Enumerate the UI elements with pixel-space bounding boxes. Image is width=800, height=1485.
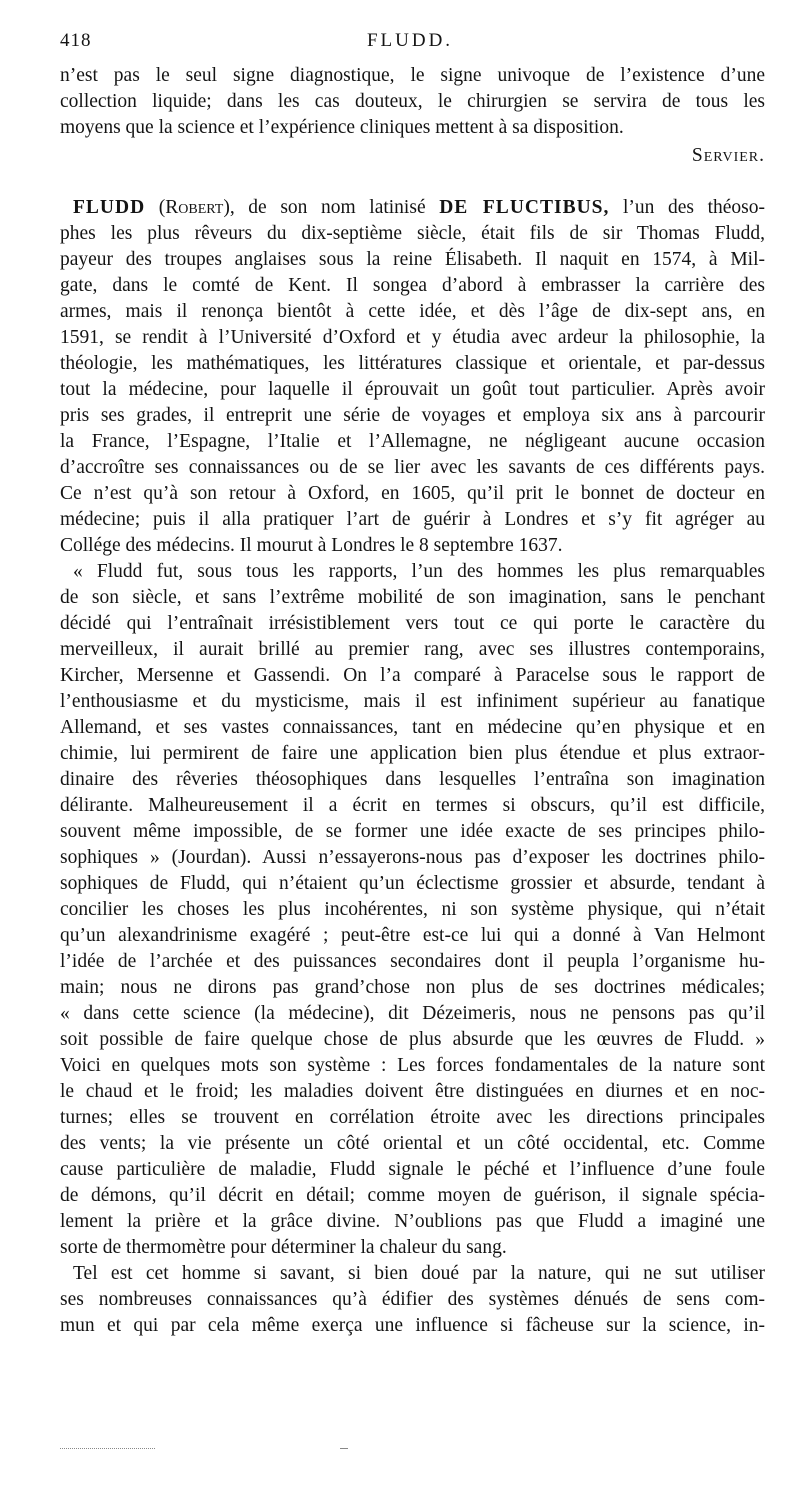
text-line: payeur des troupes anglaises sous la reine Élisabeth. Il naquit en 1574, à Mil- bbox=[60, 249, 765, 270]
text-line: le chaud et le froid; les maladies doivent être distinguées en diurnes et en noc- bbox=[60, 1081, 765, 1102]
footer-printer-marks bbox=[60, 1446, 380, 1452]
text-line: armes, mais il renonça bientôt à cette idée, et dès l’âge de dix-sept ans, en bbox=[60, 301, 765, 322]
text-line: lement la prière et la grâce divine. N’oublions pas que Fludd a imaginé une bbox=[60, 1211, 765, 1232]
article-first-line bbox=[60, 195, 765, 221]
headword-forename: (Robert), bbox=[158, 197, 235, 218]
text-line: souvent même impossible, de se former une idée exacte de ses principes philo- bbox=[60, 821, 765, 842]
text-line: mun et qui par cela même exerça une influence si fâcheuse sur la science, in- bbox=[60, 1315, 765, 1336]
text-line: concilier les choses les plus incohérentes, ni son système physique, qui n’était bbox=[60, 899, 765, 920]
text-line: décidé qui l’entraînait irrésistiblement vers tout ce qui porte le caractère du bbox=[60, 613, 765, 634]
first-line-mid: de son nom latinisé bbox=[234, 197, 440, 218]
text-line: pris ses grades, il entreprit une série de voyages et employa six ans à parcourir bbox=[60, 405, 765, 426]
fludd-article bbox=[60, 195, 765, 1339]
text-line: n’est pas le seul signe diagnostique, le signe univoque de l’existence d’une bbox=[60, 65, 765, 86]
text-line: qu’un alexandrinisme exagéré ; peut-être est-ce lui qui a donné à Van Helmont bbox=[60, 925, 765, 946]
text-line: chimie, lui permirent de faire une application bien plus étendue et plus extraor- bbox=[60, 743, 765, 764]
text-line: Collége des médecins. Il mourut à Londres le 8 septembre 1637. bbox=[60, 535, 563, 556]
headword: FLUDD bbox=[73, 197, 146, 218]
first-line-end: l’un des théoso- bbox=[609, 197, 766, 218]
text-line: dinaire des rêveries théosophiques dans lesquelles l’entraîna son imagination bbox=[60, 769, 765, 790]
text-line: d’accroître ses connaissances ou de se lier avec les savants de ces différents pays. bbox=[60, 457, 765, 478]
printer-mark bbox=[340, 1448, 348, 1449]
text-line: Tel est cet homme si savant, si bien doué par la nature, qui ne sut utiliser bbox=[73, 1263, 765, 1284]
text-line: merveilleux, il aurait brillé au premier rang, avec ses illustres contemporains, bbox=[60, 639, 765, 660]
text-line: « Fludd fut, sous tous les rapports, l’un des hommes les plus remarquables bbox=[73, 561, 765, 582]
text-line: sorte de thermomètre pour déterminer la chaleur du sang. bbox=[60, 1237, 507, 1258]
printer-mark bbox=[60, 1448, 155, 1450]
text-line: de son siècle, et sans l’extrême mobilité de son imagination, sans le penchant bbox=[60, 587, 765, 608]
text-line: sophiques » (Jourdan). Aussi n’essayerons-nous pas d’exposer les doctrines philo- bbox=[60, 847, 765, 868]
latin-name: DE FLUCTIBUS, bbox=[439, 197, 610, 218]
text-line: phes les plus rêveurs du dix-septième siècle, était fils de sir Thomas Fludd, bbox=[60, 223, 765, 244]
text-line: médecine; puis il alla pratiquer l’art de guérir à Londres et s’y fit agréger au bbox=[60, 509, 765, 530]
running-head: FLUDD. bbox=[366, 30, 454, 51]
text-line: Voici en quelques mots son système : Les forces fondamentales de la nature sont bbox=[60, 1055, 765, 1076]
servier-article-end bbox=[60, 63, 765, 173]
text-line: gate, dans le comté de Kent. Il songea d’abord à embrasser la carrière des bbox=[60, 275, 765, 296]
text-line: l’enthousiasme et du mysticisme, mais il est infiniment supérieur au fanatique bbox=[60, 691, 765, 712]
page-number: 418 bbox=[60, 30, 92, 51]
text-line: soit possible de faire quelque chose de plus absurde que les œuvres de Fludd. » bbox=[60, 1029, 765, 1050]
text-line: 1591, se rendit à l’Université d’Oxford et y étudia avec ardeur la philosophie, la bbox=[60, 327, 765, 348]
author-signature: Servier. bbox=[691, 145, 765, 166]
text-line: Allemand, et ses vastes connaissances, tant en médecine qu’en physique et en bbox=[60, 717, 765, 738]
text-line: main; nous ne dirons pas grand’chose non plus de ses doctrines médicales; bbox=[60, 977, 765, 998]
page-header bbox=[60, 30, 760, 54]
text-line: turnes; elles se trouvent en corrélation étroite avec les directions principales bbox=[60, 1107, 765, 1128]
text-line: de démons, qu’il décrit en détail; comme moyen de guérison, il signale spécia- bbox=[60, 1185, 765, 1206]
text-line: tout la médecine, pour laquelle il éprouvait un goût tout particulier. Après avoir bbox=[60, 379, 765, 400]
text-line: collection liquide; dans les cas douteux, le chirurgien se servira de tous les bbox=[60, 91, 765, 112]
text-line: sophiques de Fludd, qui n’étaient qu’un éclectisme grossier et absurde, tendant à bbox=[60, 873, 765, 894]
text-line: des vents; la vie présente un côté oriental et un côté occidental, etc. Comme bbox=[60, 1133, 765, 1154]
text-line: délirante. Malheureusement il a écrit en termes si obscurs, qu’il est difficile, bbox=[60, 795, 765, 816]
text-line: moyens que la science et l’expérience cliniques mettent à sa disposition. bbox=[60, 117, 624, 138]
body-text bbox=[60, 63, 765, 1339]
text-line: ses nombreuses connaissances qu’à édifier des systèmes dénués de sens com- bbox=[60, 1289, 765, 1310]
text-line: Kircher, Mersenne et Gassendi. On l’a comparé à Paracelse sous le rapport de bbox=[60, 665, 765, 686]
text-line: « dans cette science (la médecine), dit Dézeimeris, nous ne pensons pas qu’il bbox=[60, 1003, 765, 1024]
text-line: théologie, les mathématiques, les littératures classique et orientale, et par-dessus bbox=[60, 353, 765, 374]
text-line: la France, l’Espagne, l’Italie et l’Allemagne, ne négligeant aucune occasion bbox=[60, 431, 765, 452]
text-line: Ce n’est qu’à son retour à Oxford, en 1605, qu’il prit le bonnet de docteur en bbox=[60, 483, 765, 504]
text-line: cause particulière de maladie, Fludd signale le péché et l’influence d’une foule bbox=[60, 1159, 765, 1180]
text-line: l’idée de l’archée et des puissances secondaires dont il peupla l’organisme hu- bbox=[60, 951, 765, 972]
